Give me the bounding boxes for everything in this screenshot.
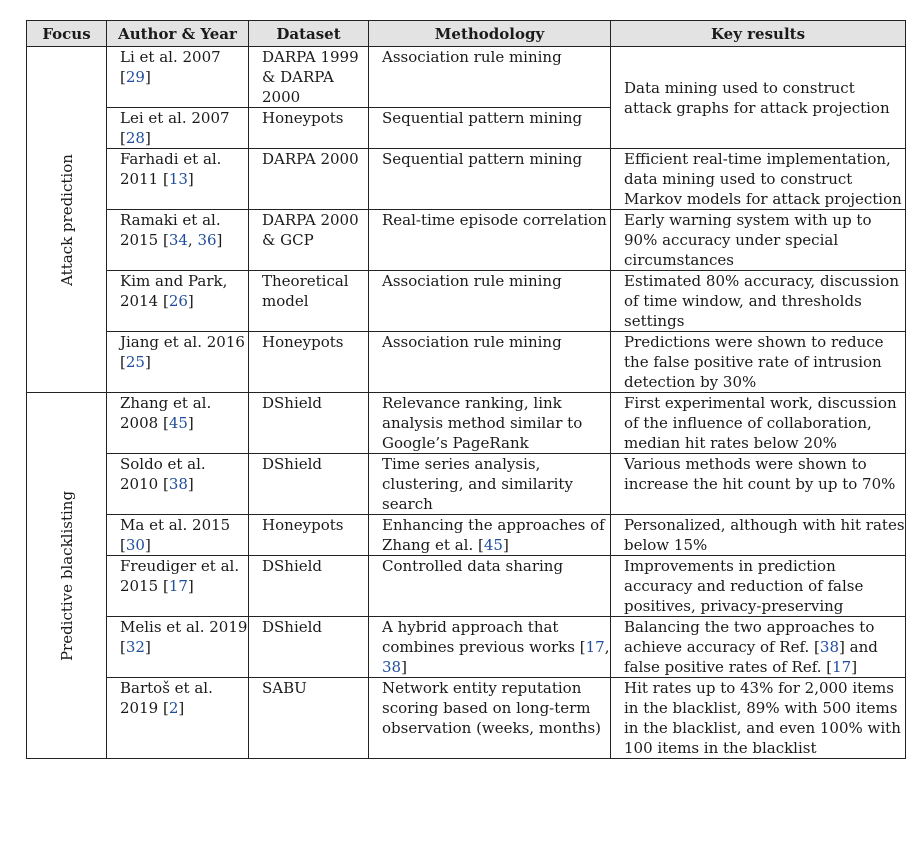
dataset-cell: DShield (249, 454, 369, 515)
citation-link[interactable]: 38 (168, 475, 188, 493)
author-cell: Li et al. 2007 [29] (107, 47, 249, 108)
dataset-cell: Honeypots (249, 108, 369, 149)
dataset-cell: Honeypots (249, 515, 369, 556)
author-cell: Jiang et al. 2016 [25] (107, 332, 249, 393)
method-cell: Controlled data sharing (369, 556, 611, 617)
citation-link[interactable]: 17 (832, 658, 852, 676)
method-cell: Sequential pattern mining (369, 149, 611, 210)
method-cell: Relevance ranking, link analysis method similar to Google’s PageRank (369, 393, 611, 454)
result-cell: Personalized, although with hit rates below 15% (611, 515, 906, 556)
table-row (27, 332, 906, 393)
method-cell: Network entity reputation scoring based on long-term observation (weeks, months) (369, 678, 611, 759)
header-row (27, 21, 906, 47)
result-cell: Early warning system with up to 90% accuracy under special circumstances (611, 210, 906, 271)
focus-predictive-blacklisting: Predictive blacklisting (27, 393, 107, 759)
citation-link[interactable]: 36 (197, 231, 217, 249)
citation-link[interactable]: 17 (585, 638, 605, 656)
author-cell: Ma et al. 2015 [30] (107, 515, 249, 556)
result-cell: First experimental work, discussion of the influence of collaboration, median hit rates below 20% (611, 393, 906, 454)
author-cell: Melis et al. 2019 [32] (107, 617, 249, 678)
result-cell: Data mining used to construct attack graphs for attack projection (611, 47, 906, 149)
citation-link[interactable]: 17 (168, 577, 188, 595)
method-cell: Time series analysis, clustering, and similarity search (369, 454, 611, 515)
author-cell: Lei et al. 2007 [28] (107, 108, 249, 149)
literature-table (26, 20, 906, 759)
result-cell: Estimated 80% accuracy, discussion of time window, and thresholds settings (611, 271, 906, 332)
author-cell: Bartoš et al. 2019 [2] (107, 678, 249, 759)
dataset-cell: Honeypots (249, 332, 369, 393)
table-row (27, 210, 906, 271)
table-row (27, 149, 906, 210)
dataset-cell: DShield (249, 617, 369, 678)
method-cell: Real-time episode correlation (369, 210, 611, 271)
dataset-cell: SABU (249, 678, 369, 759)
header-focus: Focus (27, 21, 107, 47)
table-row (27, 515, 906, 556)
result-cell: Balancing the two approaches to achieve accuracy of Ref. [38] and false positive rates of Ref. [17] (611, 617, 906, 678)
table-row (27, 678, 906, 759)
focus-attack-prediction: Attack prediction (27, 47, 107, 393)
author-cell: Zhang et al. 2008 [45] (107, 393, 249, 454)
citation-link[interactable]: 2 (168, 699, 179, 717)
table-row (27, 454, 906, 515)
dataset-cell: DARPA 2000 (249, 149, 369, 210)
method-cell: Association rule mining (369, 47, 611, 108)
citation-link[interactable]: 34 (168, 231, 188, 249)
header-dataset: Dataset (249, 21, 369, 47)
citation-link[interactable]: 30 (125, 536, 145, 554)
author-cell: Farhadi et al. 2011 [13] (107, 149, 249, 210)
result-cell: Improvements in prediction accuracy and reduction of false positives, privacy-preserving (611, 556, 906, 617)
table-row (27, 393, 906, 454)
method-cell: Association rule mining (369, 332, 611, 393)
table-row (27, 617, 906, 678)
header-key-results: Key results (611, 21, 906, 47)
citation-link[interactable]: 38 (819, 638, 839, 656)
dataset-cell: DARPA 1999 & DARPA 2000 (249, 47, 369, 108)
result-cell: Hit rates up to 43% for 2,000 items in the blacklist, 89% with 500 items in the blacklist, and even 100% with 100 items in the blacklist (611, 678, 906, 759)
author-cell: Kim and Park, 2014 [26] (107, 271, 249, 332)
citation-link[interactable]: 26 (168, 292, 188, 310)
citation-link[interactable]: 13 (168, 170, 188, 188)
citation-link[interactable]: 25 (125, 353, 145, 371)
header-author-year: Author & Year (107, 21, 249, 47)
header-methodology: Methodology (369, 21, 611, 47)
citation-link[interactable]: 28 (125, 129, 145, 147)
result-cell: Efficient real-time implementation, data mining used to construct Markov models for attack projection (611, 149, 906, 210)
citation-link[interactable]: 29 (125, 68, 145, 86)
method-cell: Enhancing the approaches of Zhang et al. [45] (369, 515, 611, 556)
table-row (27, 556, 906, 617)
dataset-cell: Theoretical model (249, 271, 369, 332)
author-cell: Freudiger et al. 2015 [17] (107, 556, 249, 617)
result-cell: Predictions were shown to reduce the false positive rate of intrusion detection by 30% (611, 332, 906, 393)
citation-link[interactable]: 45 (168, 414, 188, 432)
dataset-cell: DShield (249, 556, 369, 617)
citation-link[interactable]: 32 (125, 638, 145, 656)
table-row (27, 47, 906, 108)
citation-link[interactable]: 45 (483, 536, 503, 554)
result-cell: Various methods were shown to increase the hit count by up to 70% (611, 454, 906, 515)
table-row (27, 271, 906, 332)
method-cell: Association rule mining (369, 271, 611, 332)
dataset-cell: DARPA 2000 & GCP (249, 210, 369, 271)
citation-link[interactable]: 38 (382, 658, 402, 676)
author-cell: Soldo et al. 2010 [38] (107, 454, 249, 515)
method-cell: Sequential pattern mining (369, 108, 611, 149)
dataset-cell: DShield (249, 393, 369, 454)
method-cell: A hybrid approach that combines previous works [17, 38] (369, 617, 611, 678)
author-cell: Ramaki et al. 2015 [34, 36] (107, 210, 249, 271)
